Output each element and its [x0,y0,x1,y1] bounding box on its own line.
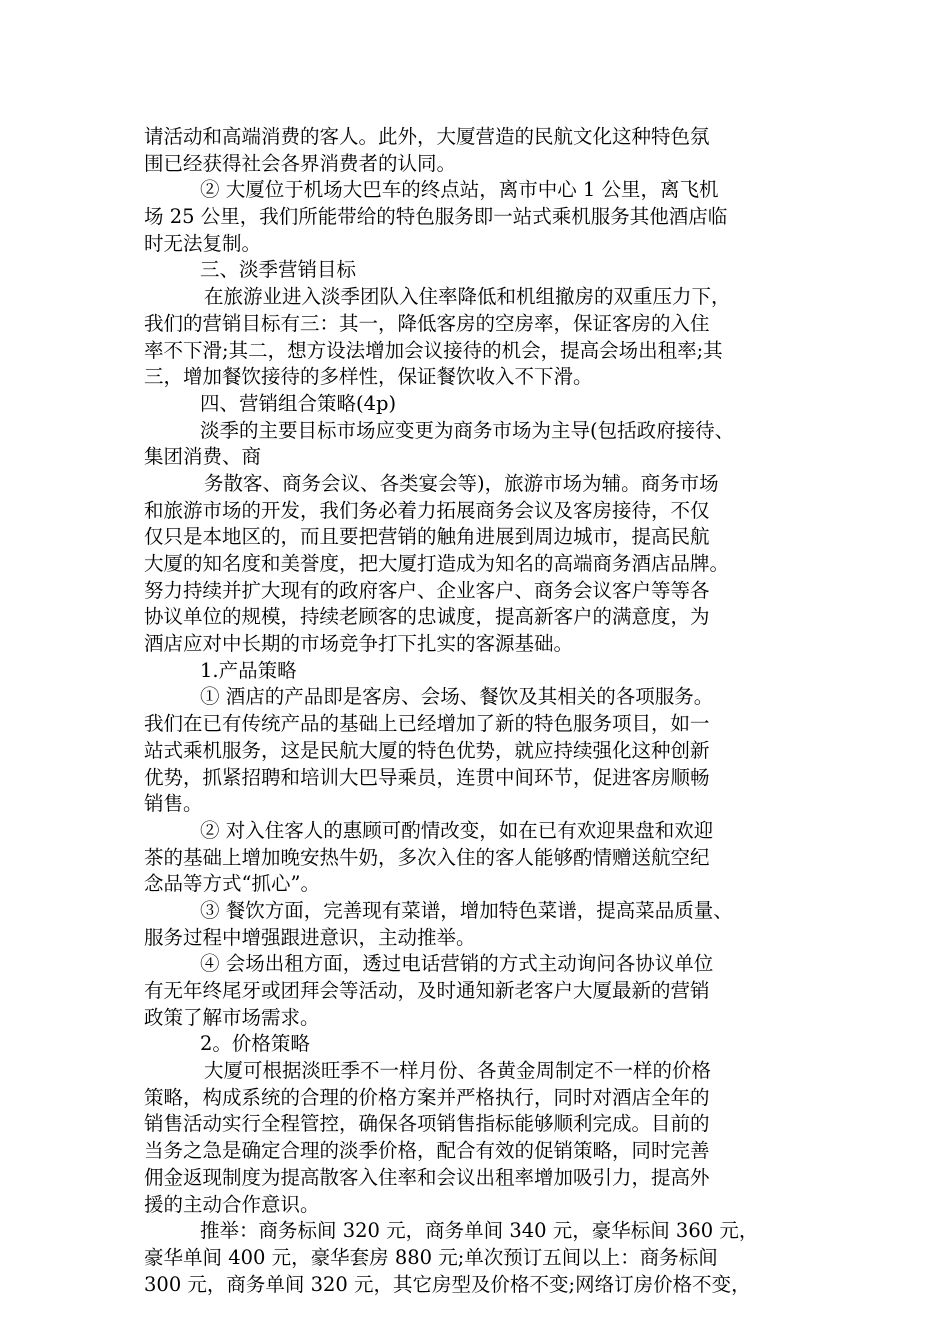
text-line: ② 大厦位于机场大巴车的终点站，离市中心 1 公里，离飞机 [200,178,719,202]
text-line: 政策了解市场需求。 [144,1005,320,1029]
text-line: 在旅游业进入淡季团队入住率降低和机组撤房的双重压力下， [204,285,731,309]
text-line: 优势，抓紧招聘和培训大巴导乘员，连贯中间环节，促进客房顺畅 [144,765,710,789]
text-line: 大厦可根据淡旺季不一样月份、各黄金周制定不一样的价格 [204,1059,712,1083]
text-line: 大厦的知名度和美誉度，把大厦打造成为知名的高端商务酒店品牌。 [144,552,730,575]
text-line: 仅只是本地区的，而且要把营销的触角进展到周边城市，提高民航 [144,525,710,549]
text-line: 1.产品策略 [200,658,297,682]
text-line: ③ 餐饮方面，完善现有菜谱，增加特色菜谱，提高菜品质量、 [200,898,733,922]
text-line: 念品等方式“抓心”。 [144,872,320,896]
text-line: 销售活动实行全程管控，确保各项销售指标能够顺利完成。目前的 [144,1112,710,1136]
text-line: 推举：商务标间 320 元，商务单间 340 元，豪华标间 360 元， [200,1219,759,1243]
document-body [144,124,816,1298]
text-line: 请活动和高端消费的客人。此外，大厦营造的民航文化这种特色氛 [144,125,710,148]
text-line: 集团消费、商 [144,445,262,469]
text-line: ④ 会场出租方面，透过电话营销的方式主动询问各协议单位 [200,952,714,976]
text-line: 三，增加餐饮接待的多样性，保证餐饮收入不下滑。 [144,365,593,389]
text-line: 佣金返现制度为提高散客入住率和会议出租率增加吸引力，提高外 [144,1165,710,1189]
text-line: 务散客、商务会议、各类宴会等)，旅游市场为辅。商务市场 [204,471,719,495]
text-line: ① 酒店的产品即是客房、会场、餐饮及其相关的各项服务。 [200,685,714,709]
text-line: 2。价格策略 [200,1032,310,1056]
text-line: 酒店应对中长期的市场竞争打下扎实的客源基础。 [144,632,574,656]
text-line: 300 元，商务单间 320 元，其它房型及价格不变;网络订房价格不变， [144,1272,751,1296]
text-line: 当务之急是确定合理的淡季价格，配合有效的促销策略，同时完善 [144,1139,710,1163]
text-line: 协议单位的规模，持续老顾客的忠诚度，提高新客户的满意度，为 [144,605,710,629]
text-line: 有无年终尾牙或团拜会等活动，及时通知新老客户大厦最新的营销 [144,979,710,1002]
text-line: 四、营销组合策略(4p) [200,391,397,415]
text-line: 淡季的主要目标市场应变更为商务市场为主导(包括政府接待、 [200,418,735,442]
text-line: ② 对入住客人的惠顾可酌情改变，如在已有欢迎果盘和欢迎 [200,818,714,842]
text-line: 努力持续并扩大现有的政府客户、企业客户、商务会议客户等等各 [144,578,710,602]
text-line: 豪华单间 400 元，豪华套房 880 元;单次预订五间以上：商务标间 [144,1245,718,1269]
text-line: 时无法复制。 [144,231,262,255]
text-line: 援的主动合作意识。 [144,1192,320,1216]
text-line: 率不下滑;其二，想方设法增加会议接待的机会，提高会场出租率;其 [144,338,723,362]
text-line: 茶的基础上增加晚安热牛奶，多次入住的客人能够酌情赠送航空纪 [144,845,710,869]
text-line: 策略，构成系统的合理的价格方案并严格执行，同时对酒店全年的 [144,1085,710,1109]
text-line: 我们在已有传统产品的基础上已经增加了新的特色服务项目，如一 [144,712,710,736]
text-line: 销售。 [144,792,203,816]
text-line: 围已经获得社会各界消费者的认同。 [144,151,457,175]
text-line: 三、淡季营销目标 [200,258,357,282]
text-line: 站式乘机服务，这是民航大厦的特色优势，就应持续强化这种创新 [144,738,710,762]
text-line: 和旅游市场的开发，我们务必着力拓展商务会议及客房接待，不仅 [144,498,710,522]
text-line: 服务过程中增强跟进意识，主动推举。 [144,925,476,949]
text-line: 场 25 公里，我们所能带给的特色服务即一站式乘机服务其他酒店临 [144,205,728,229]
text-line: 我们的营销目标有三：其一，降低客房的空房率，保证客房的入住 [144,311,710,335]
